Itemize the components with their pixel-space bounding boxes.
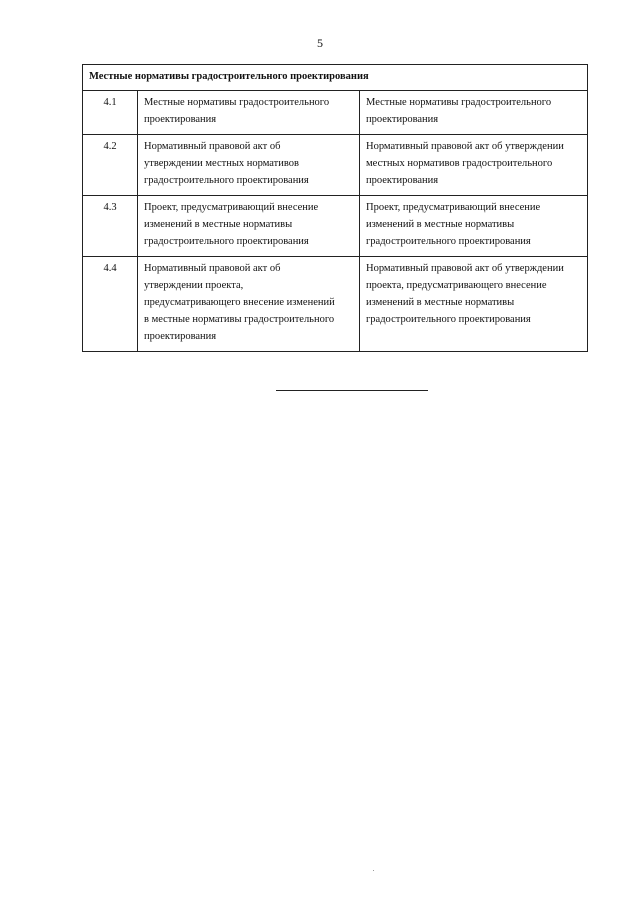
cell-line: Нормативный правовой акт об утверждении [366,263,564,274]
row-document-description [360,257,588,352]
row-document-name [138,196,360,257]
scan-speck [373,870,374,871]
cell-line: Местные нормативы градостроительного [366,97,552,108]
cell-line: проекта, предусматривающего внесение [366,280,547,291]
cell-line: Проект, предусматривающий внесение [366,202,541,213]
table-row [83,257,588,352]
cell-line: изменений в местные нормативы [144,219,293,230]
cell-line: Проект, предусматривающий внесение [144,202,319,213]
cell-line: местных нормативов градостроительного [366,158,553,169]
cell-line: утверждении проекта, [144,280,244,291]
page-number: 5 [317,36,323,50]
closing-rule [276,390,428,391]
table-row [83,135,588,196]
row-number: 4.2 [83,135,138,196]
cell-line: изменений в местные нормативы [366,219,515,230]
cell-line: градостроительного проектирования [144,236,309,247]
row-number: 4.3 [83,196,138,257]
table-row [83,196,588,257]
row-document-name [138,135,360,196]
row-number: 4.4 [83,257,138,352]
cell-line: проектирования [144,114,217,125]
cell-line: проектирования [144,331,217,342]
row-number: 4.1 [83,91,138,135]
cell-line: градостроительного проектирования [144,175,309,186]
cell-line: Нормативный правовой акт об [144,263,281,274]
cell-line: Местные нормативы градостроительного [144,97,330,108]
cell-line: в местные нормативы градостроительного [144,314,335,325]
section-header-row [83,65,588,91]
row-document-description [360,135,588,196]
cell-line: изменений в местные нормативы [366,297,515,308]
cell-line: Нормативный правовой акт об [144,141,281,152]
row-document-description [360,196,588,257]
section-title: Местные нормативы градостроительного проектирования [83,65,588,91]
cell-line: Нормативный правовой акт об утверждении [366,141,564,152]
cell-line: градостроительного проектирования [366,314,531,325]
cell-line: предусматривающего внесение изменений [144,297,335,308]
table-row [83,91,588,135]
cell-line: проектирования [366,175,439,186]
cell-line: градостроительного проектирования [366,236,531,247]
row-document-description [360,91,588,135]
row-document-name [138,257,360,352]
row-document-name [138,91,360,135]
normatives-table [82,64,588,352]
cell-line: утверждении местных нормативов [144,158,299,169]
cell-line: проектирования [366,114,439,125]
